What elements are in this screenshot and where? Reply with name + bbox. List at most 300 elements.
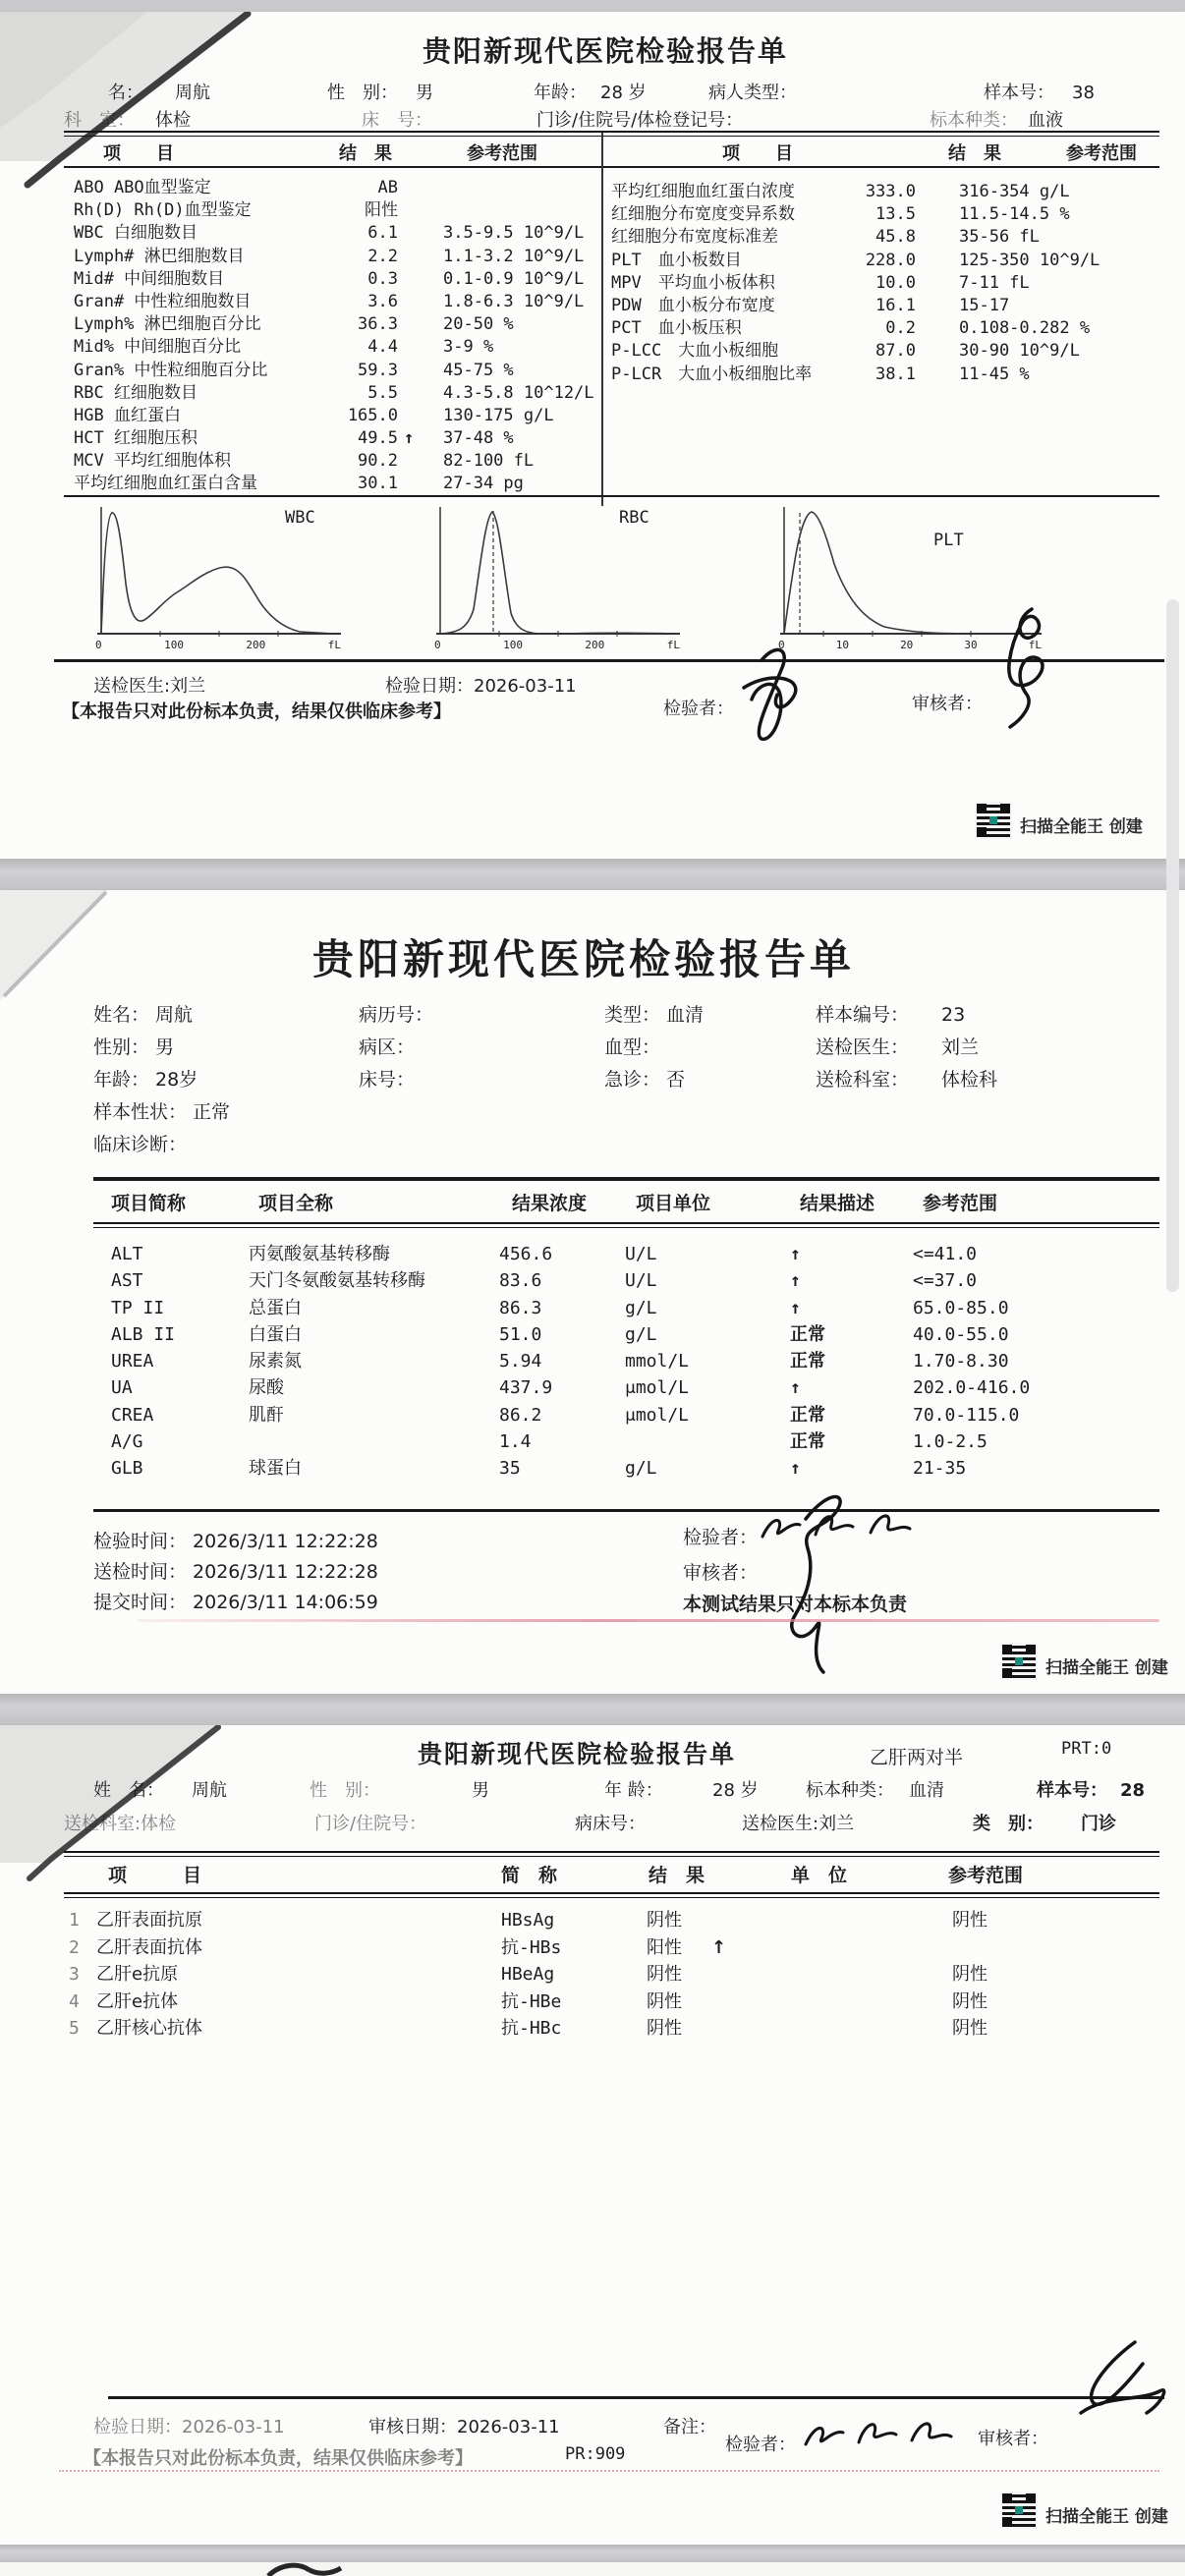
- item-desc: ↑: [790, 1270, 801, 1292]
- item-value: 456.6: [499, 1244, 553, 1264]
- item-name: 丙氨酸氨基转移酶: [249, 1244, 390, 1264]
- item-desc: ↑: [790, 1458, 801, 1480]
- item-unit: μmol/L: [625, 1404, 690, 1426]
- row-number: 5: [69, 2018, 80, 2039]
- qr-code: [1002, 1645, 1036, 1678]
- item-abbr: 抗-HBe: [501, 1990, 562, 2012]
- item-unit: U/L: [625, 1244, 657, 1264]
- report3-prt: PRT:0: [1061, 1739, 1112, 1759]
- report3-subtitle: 乙肝两对半: [870, 1747, 964, 1768]
- item-value: 83.6: [499, 1270, 542, 1292]
- page-separator: [0, 859, 1185, 890]
- footer-rule: [93, 1509, 1159, 1512]
- result-row: [611, 336, 1100, 362]
- item-name: 乙肝表面抗原: [96, 1910, 202, 1931]
- item-unit: U/L: [625, 1270, 657, 1292]
- specimen-label: 标本种类：: [806, 1780, 894, 1801]
- col-result: 结 果: [649, 1865, 705, 1886]
- report1-title: 贵阳新现代医院检验报告单: [423, 34, 789, 68]
- table-top-rule: [64, 1851, 1159, 1857]
- specimen-label: 标本种类：: [930, 110, 1018, 131]
- item-desc: ↑: [790, 1377, 801, 1399]
- item-ref: 7-11 fL: [959, 272, 1030, 293]
- visit-field: 门诊/住院号：: [314, 1814, 427, 1834]
- result-row: [611, 246, 1100, 268]
- axis-tick: fL: [327, 639, 341, 651]
- item-ref: 30-90 10^9/L: [959, 341, 1080, 362]
- item-desc: 正常: [790, 1351, 825, 1372]
- header-bottom-rule: [64, 1892, 1159, 1898]
- item-desc: ↑: [790, 1244, 801, 1264]
- sample-no-label: 样本号：: [1037, 1780, 1107, 1801]
- item-name: HCT 红细胞压积: [74, 428, 198, 449]
- item-result: 2.2: [367, 246, 398, 266]
- item-value: 35: [499, 1458, 521, 1480]
- item-ref: 15-17: [959, 295, 1010, 315]
- wbc-chart-label: WBC: [285, 508, 315, 528]
- class-value: 门诊: [1081, 1814, 1116, 1834]
- specimen-value: 血清: [909, 1780, 944, 1801]
- bed-label: 床 号：: [362, 110, 432, 131]
- item-ref: 316-354 g/L: [959, 182, 1070, 201]
- item-name: RBC 红细胞数目: [74, 382, 198, 403]
- send-time: 送检时间： 2026/3/11 12:22:28: [93, 1561, 378, 1583]
- col-ref: 参考范围: [467, 143, 537, 164]
- col-name: 项目全称: [258, 1193, 334, 1214]
- result-row: [74, 264, 594, 287]
- item-name: 尿酸: [249, 1377, 284, 1399]
- item-ref: 27-34 pg: [443, 474, 524, 494]
- item-name: 肌酐: [249, 1404, 284, 1426]
- report2-times: [93, 1527, 378, 1618]
- next-page-sliver: [0, 2562, 1185, 2576]
- result-row: [74, 423, 594, 449]
- result-row: [611, 313, 1100, 339]
- item-unit: g/L: [625, 1297, 657, 1318]
- item-ref: 0.108-0.282 %: [959, 318, 1091, 339]
- result-row: [69, 1933, 988, 1961]
- result-row: [74, 309, 594, 335]
- result-row: [611, 360, 1100, 382]
- item-unit: mmol/L: [625, 1351, 690, 1372]
- result-row: [611, 268, 1100, 291]
- item-ref: 40.0-55.0: [913, 1323, 1009, 1345]
- result-row: [74, 242, 594, 264]
- scrollbar-thumb[interactable]: [1166, 599, 1179, 1292]
- result-row: [611, 222, 1100, 248]
- qr-code: [977, 804, 1010, 837]
- dept-field: 送检科室:体检: [64, 1814, 177, 1834]
- report2-column-headers: [93, 1189, 1159, 1215]
- sample-no: 38: [1072, 83, 1095, 103]
- axis-tick: fL: [666, 639, 680, 651]
- dept-name: 体检科: [941, 1069, 998, 1091]
- exam-date: 检验日期：2026-03-11: [93, 2417, 285, 2437]
- item-ref: 阴性: [952, 1910, 988, 1931]
- scanner-watermark: 扫描全能王 创建: [1045, 2507, 1168, 2527]
- item-result: 38.1: [875, 364, 916, 384]
- item-abbr: AST: [111, 1270, 143, 1292]
- report1-right-table: [611, 177, 1100, 382]
- report1-left-table: [74, 173, 594, 492]
- item-name: 平均红细胞血红蛋白含量: [74, 474, 257, 494]
- result-row: [611, 199, 1100, 225]
- item-result: 16.1: [875, 295, 916, 315]
- result-row: [74, 196, 594, 221]
- report2-title: 贵阳新现代医院检验报告单: [312, 935, 856, 983]
- result-row: [74, 173, 594, 196]
- result-row: [69, 1960, 988, 1988]
- result-row: [74, 287, 594, 309]
- report3-column-headers: [64, 1861, 1159, 1887]
- result-row: [111, 1240, 1030, 1266]
- result-row: [111, 1428, 1030, 1454]
- item-name: P-LCC 大血小板细胞: [611, 341, 779, 362]
- item-result: 阴性: [647, 2018, 682, 2039]
- report3-reviewer-label: 审核者：: [978, 2429, 1048, 2449]
- col-abbr: 项目简称: [111, 1193, 187, 1214]
- item-desc: ↑: [790, 1297, 801, 1318]
- item-result: 0.2: [885, 318, 916, 339]
- item-ref: 1.8-6.3 10^9/L: [443, 291, 585, 311]
- item-ref: 阴性: [952, 1964, 988, 1985]
- col-abbr: 简 称: [501, 1865, 558, 1886]
- result-row: [611, 177, 1100, 199]
- item-ref: 阴性: [952, 2018, 988, 2039]
- item-abbr: GLB: [111, 1458, 143, 1480]
- item-unit: g/L: [625, 1458, 657, 1480]
- item-name: WBC 白细胞数目: [74, 223, 198, 244]
- item-name: Lymph# 淋巴细胞数目: [74, 246, 245, 266]
- item-name: HGB 血红蛋白: [74, 405, 181, 425]
- item-ref: 4.3-5.8 10^12/L: [443, 382, 594, 403]
- scan-fold-artifact: [251, 2562, 368, 2576]
- item-result: 90.2: [358, 451, 398, 472]
- item-result: 165.0: [347, 405, 398, 425]
- reviewer-signature: [747, 1480, 884, 1696]
- col-item: 项 目: [103, 143, 174, 164]
- item-result: 228.0: [865, 250, 916, 270]
- report3-table: [69, 1906, 988, 2042]
- item-abbr: UA: [111, 1377, 133, 1399]
- report2-reviewer-label: 审核者：: [683, 1562, 759, 1584]
- result-row: [74, 401, 594, 423]
- item-name: 尿素氮: [249, 1351, 302, 1372]
- result-row: [111, 1294, 1030, 1320]
- item-ref: <=41.0: [913, 1244, 978, 1264]
- report3-title: 贵阳新现代医院检验报告单: [418, 1740, 737, 1768]
- item-value: 51.0: [499, 1323, 542, 1345]
- exam-time: 检验时间： 2026/3/11 12:22:28: [93, 1531, 378, 1552]
- item-unit: μmol/L: [625, 1377, 690, 1399]
- item-result: 45.8: [875, 227, 916, 248]
- axis-tick: 20: [900, 639, 914, 651]
- item-abbr: A/G: [111, 1431, 143, 1453]
- item-name: Lymph% 淋巴细胞百分比: [74, 314, 261, 335]
- item-result: 5.5: [367, 382, 398, 403]
- item-ref: 0.1-0.9 10^9/L: [443, 268, 585, 289]
- item-result: 30.1: [358, 474, 398, 494]
- item-result: 阴性: [647, 1990, 682, 2012]
- item-abbr: 抗-HBs: [501, 1936, 562, 1958]
- doctor-field: 送检医生:刘兰: [742, 1814, 855, 1834]
- item-name: 球蛋白: [249, 1458, 302, 1480]
- axis-tick: 200: [585, 639, 605, 651]
- rbc-curve: [432, 503, 688, 639]
- examiner-signature: [798, 2413, 965, 2458]
- result-row: [611, 291, 1100, 313]
- row-number: 3: [69, 1964, 80, 1985]
- result-row: [74, 378, 594, 401]
- item-ref: <=37.0: [913, 1270, 978, 1292]
- patient-age: 28 岁: [600, 83, 647, 103]
- name-field: 姓名： 周航: [93, 1004, 194, 1026]
- item-ref: 37-48 %: [443, 428, 514, 449]
- scan-pink-dotted-line: [59, 2470, 1159, 2472]
- item-ref: 阴性: [952, 1990, 988, 2012]
- report3-examiner-label: 检验者：: [725, 2435, 796, 2455]
- result-row: [111, 1347, 1030, 1373]
- item-name: 红细胞分布宽度标准差: [611, 227, 778, 248]
- result-row: [69, 1988, 988, 2015]
- item-name: 乙肝e抗原: [96, 1964, 179, 1985]
- footer-rule: [108, 2396, 1164, 2399]
- result-row: [74, 356, 594, 378]
- report2-examiner-label: 检验者：: [683, 1527, 759, 1548]
- item-ref: 3.5-9.5 10^9/L: [443, 223, 585, 244]
- page-separator: [0, 1694, 1185, 1725]
- doctor-label: 送检医生：: [816, 1036, 910, 1058]
- col-ref: 参考范围: [923, 1193, 998, 1214]
- name-label: 姓 名：: [93, 1780, 164, 1801]
- item-name: ABO ABO血型鉴定: [74, 178, 211, 197]
- axis-tick: 200: [246, 639, 266, 651]
- result-row: [111, 1373, 1030, 1400]
- patient-name: 周航: [192, 1780, 227, 1801]
- sample-no: 23: [941, 1004, 966, 1026]
- item-result: AB: [377, 178, 398, 197]
- item-name: PCT 血小板压积: [611, 318, 742, 339]
- item-name: 天门冬氨酸氨基转移酶: [249, 1270, 425, 1292]
- result-row: [69, 2014, 988, 2042]
- item-ref: 1.1-3.2 10^9/L: [443, 246, 585, 266]
- sample-condition-field: 样本性状： 正常: [93, 1101, 231, 1123]
- item-name: 红细胞分布宽度变异系数: [611, 204, 795, 225]
- item-abbr: 抗-HBc: [501, 2018, 562, 2039]
- sample-no: 28: [1120, 1780, 1146, 1801]
- axis-tick: 30: [964, 639, 978, 651]
- report3-patient-info: [64, 1776, 1159, 1843]
- col-result-2: 结 果: [948, 143, 1001, 164]
- row-number: 1: [69, 1910, 80, 1931]
- item-ref: 1.70-8.30: [913, 1351, 1009, 1372]
- examiner-signature: [732, 641, 850, 749]
- sample-no-label: 样本号：: [984, 83, 1054, 103]
- item-result: 0.3: [367, 268, 398, 289]
- blood-type-field: 血型：: [604, 1036, 661, 1058]
- result-row: [74, 332, 594, 358]
- item-name: 乙肝核心抗体: [96, 2018, 202, 2039]
- item-value: 437.9: [499, 1377, 553, 1399]
- record-no-field: 病历号：: [359, 1004, 434, 1026]
- wbc-histogram: [93, 503, 349, 651]
- doctor-name: 刘兰: [941, 1036, 980, 1058]
- item-ref: 45-75 %: [443, 360, 514, 380]
- item-abbr: HBsAg: [501, 1910, 555, 1931]
- dept-value: 体检: [155, 110, 191, 131]
- dept-label: 送检科室：: [816, 1069, 910, 1091]
- result-row: [74, 469, 594, 494]
- item-name: Mid% 中间细胞百分比: [74, 337, 242, 358]
- col-unit: 项目单位: [636, 1193, 711, 1214]
- item-ref: 3-9 %: [443, 337, 494, 358]
- report3-pr: PR:909: [565, 2444, 626, 2464]
- header-bottom-rule: [64, 166, 1159, 168]
- reviewer-signature: [973, 601, 1100, 749]
- item-abbr: UREA: [111, 1351, 154, 1372]
- remark-label: 备注：: [663, 2417, 716, 2437]
- item-abbr: ALB II: [111, 1323, 176, 1345]
- item-result: 阴性: [647, 1964, 682, 1985]
- bed-field: 床号：: [359, 1069, 416, 1091]
- table-top-rule: [93, 1177, 1159, 1181]
- item-ref: 70.0-115.0: [913, 1404, 1020, 1426]
- sex-label: 性 别：: [310, 1780, 380, 1801]
- col-ref: 参考范围: [948, 1865, 1024, 1886]
- item-name: PLT 血小板数目: [611, 250, 742, 270]
- axis-tick: 100: [164, 639, 184, 651]
- age-label: 年龄：: [534, 83, 587, 103]
- bed-field: 病床号：: [575, 1814, 646, 1834]
- axis-tick: 100: [503, 639, 523, 651]
- item-ref: 21-35: [913, 1458, 967, 1480]
- axis-tick: 0: [95, 639, 102, 651]
- rbc-chart-label: RBC: [619, 508, 649, 528]
- report1-reviewer-label: 审核者：: [912, 694, 983, 714]
- axis-tick: 0: [778, 639, 785, 651]
- ward-field: 病区：: [359, 1036, 416, 1058]
- scan-pink-streak: [138, 1619, 1159, 1622]
- report3-dates: [93, 2413, 716, 2438]
- reviewer-signature: [1037, 2334, 1179, 2452]
- result-row: [111, 1401, 1030, 1428]
- page-separator: [0, 2545, 1185, 2562]
- item-ref: 11.5-14.5 %: [959, 204, 1070, 225]
- report2-note: 本测试结果只对本标本负责: [683, 1594, 908, 1615]
- report1-examiner-label: 检验者：: [663, 699, 734, 719]
- item-name: 乙肝e抗体: [96, 1990, 179, 2012]
- plt-chart-label: PLT: [933, 531, 964, 550]
- item-value: 86.2: [499, 1404, 542, 1426]
- item-result: 13.5: [875, 204, 916, 225]
- col-value: 结果浓度: [512, 1193, 588, 1214]
- table-center-divider: [601, 133, 603, 506]
- item-result: 阴性: [647, 1910, 682, 1931]
- item-ref: 11-45 %: [959, 364, 1030, 384]
- col-ref-2: 参考范围: [1066, 143, 1137, 164]
- scanner-watermark: 扫描全能王 创建: [1020, 817, 1143, 837]
- result-row: [111, 1266, 1030, 1293]
- col-result: 结 果: [339, 143, 392, 164]
- high-flag: ↑: [404, 428, 415, 449]
- item-name: PDW 血小板分布宽度: [611, 295, 775, 315]
- item-result: 59.3: [358, 360, 398, 380]
- item-result: 3.6: [367, 291, 398, 311]
- report1-patient-info: [64, 79, 1159, 134]
- item-abbr: ALT: [111, 1244, 143, 1264]
- item-unit: g/L: [625, 1323, 657, 1345]
- item-ref: 125-350 10^9/L: [959, 250, 1100, 270]
- item-ref: 65.0-85.0: [913, 1297, 1009, 1318]
- result-row: [111, 1454, 1030, 1481]
- patient-sex: 男: [472, 1780, 489, 1801]
- sex-field: 性别： 男: [93, 1036, 175, 1058]
- scanner-watermark: 扫描全能王 创建: [1045, 1658, 1168, 1678]
- item-ref: 82-100 fL: [443, 451, 535, 472]
- header-bottom-rule: [93, 1222, 1159, 1228]
- item-name: 总蛋白: [249, 1297, 302, 1318]
- result-row: [74, 446, 594, 472]
- type-field: 类型： 血清: [604, 1004, 705, 1026]
- item-name: P-LCR 大血小板细胞比率: [611, 364, 813, 384]
- item-name: 平均红细胞血红蛋白浓度: [611, 182, 795, 201]
- report2-patient-info: [93, 1000, 997, 1162]
- item-value: 86.3: [499, 1297, 542, 1318]
- row-number: 2: [69, 1936, 80, 1958]
- item-desc: 正常: [790, 1404, 825, 1426]
- report1-disclaimer: 【本报告只对此份标本负责，结果仅供临床参考】: [62, 701, 451, 722]
- result-row: [74, 218, 594, 244]
- item-result: 49.5: [358, 428, 398, 449]
- item-name: Gran% 中性粒细胞百分比: [74, 360, 268, 380]
- class-label: 类 别：: [973, 1814, 1044, 1834]
- qr-code: [1002, 2493, 1036, 2527]
- row-number: 4: [69, 1990, 80, 2012]
- item-ref: 202.0-416.0: [913, 1377, 1031, 1399]
- clinical-diagnosis-field: 临床诊断：: [93, 1134, 188, 1155]
- result-row: [111, 1320, 1030, 1347]
- item-name: Mid# 中间细胞数目: [74, 268, 225, 289]
- item-name: MPV 平均血小板体积: [611, 272, 775, 293]
- item-desc: 正常: [790, 1323, 825, 1345]
- item-name: 乙肝表面抗体: [96, 1936, 202, 1958]
- patient-sex: 男: [416, 83, 433, 103]
- col-unit: 单 位: [791, 1865, 848, 1886]
- item-ref: 35-56 fL: [959, 227, 1040, 248]
- item-result: 6.1: [367, 223, 398, 244]
- submit-time: 提交时间： 2026/3/11 14:06:59: [93, 1592, 378, 1613]
- report2-table: [111, 1240, 1030, 1482]
- table-top-rule: [64, 131, 1159, 137]
- axis-tick: 0: [434, 639, 441, 651]
- item-value: 1.4: [499, 1431, 532, 1453]
- high-flag: ↑: [711, 1936, 727, 1958]
- report-page-1: [0, 12, 1185, 859]
- report3-disclaimer: 【本报告只对此份标本负责，结果仅供临床参考】: [84, 2448, 473, 2469]
- item-result: 333.0: [865, 182, 916, 201]
- visit-label: 门诊/住院号/体检登记号：: [536, 110, 744, 131]
- item-abbr: TP II: [111, 1297, 165, 1318]
- scan-fold-artifact: [0, 890, 138, 1018]
- item-ref: 130-175 g/L: [443, 405, 554, 425]
- item-result: 10.0: [875, 272, 916, 293]
- col-desc: 结果描述: [800, 1193, 875, 1214]
- patient-name: 周航: [175, 83, 210, 103]
- item-abbr: HBeAg: [501, 1964, 555, 1985]
- col-item-2: 项 目: [722, 143, 793, 164]
- result-row: [69, 1906, 988, 1933]
- specimen-value: 血液: [1028, 110, 1063, 131]
